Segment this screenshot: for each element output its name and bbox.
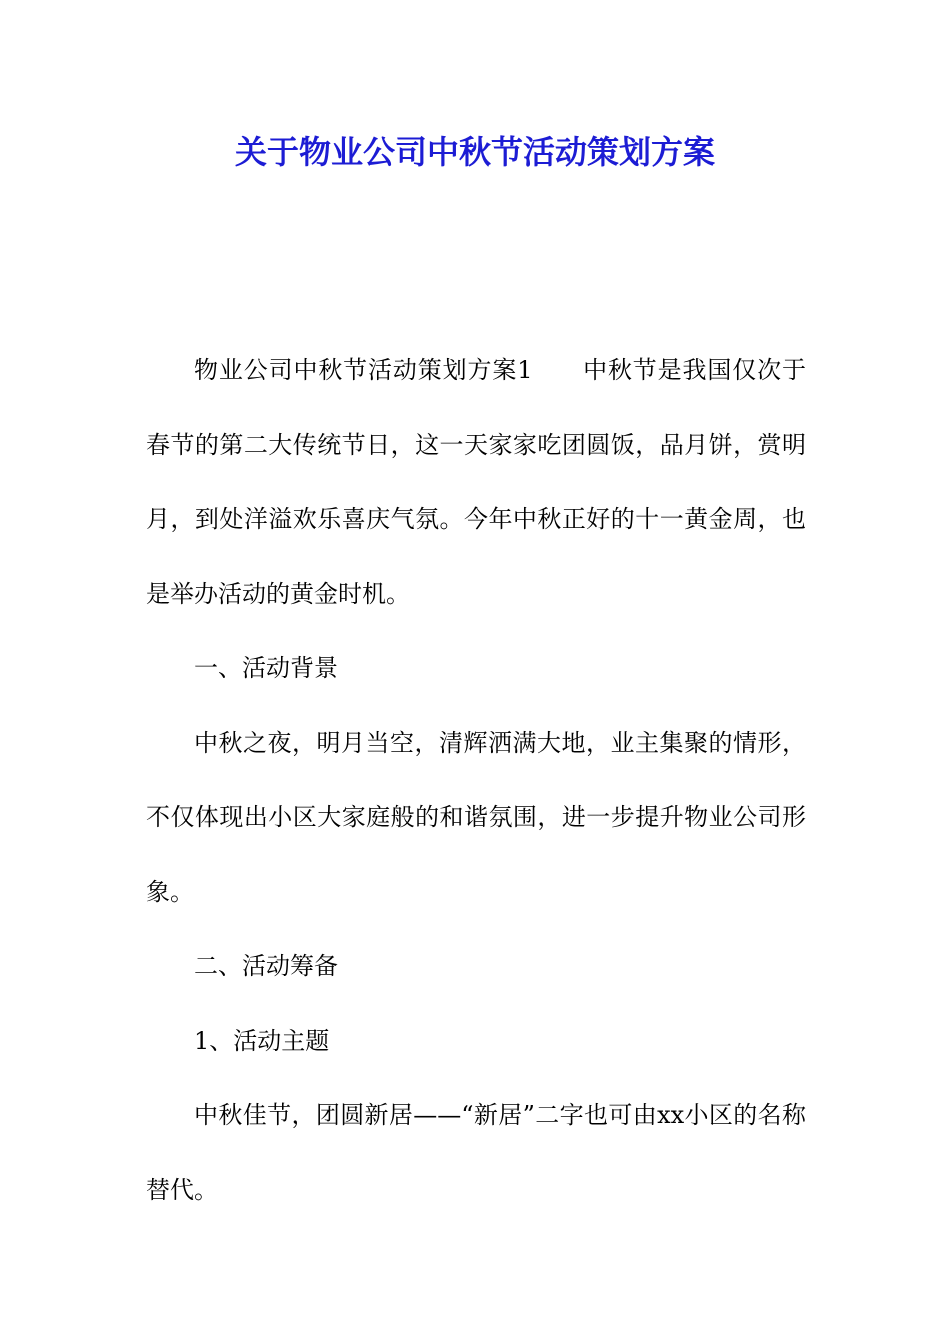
heading-activity-theme: 1、活动主题 — [194, 1026, 330, 1055]
document-title: 关于物业公司中秋节活动策划方案 — [234, 133, 715, 171]
heading-activity-preparation: 二、活动筹备 — [194, 952, 338, 980]
heading-activity-background: 一、活动背景 — [194, 654, 338, 682]
paragraph-theme: 中秋佳节，团圆新居——“新居”二字也可由xx小区的名称替代。 — [146, 1101, 806, 1204]
paragraph-intro: 物业公司中秋节活动策划方案1 中秋节是我国仅次于春节的第二大传统节日，这一天家家吃团圆饭，品月饼，赏明月，到处洋溢欢乐喜庆气氛。今年中秋正好的十一黄金周，也是举办活动的黄金时机。 — [146, 356, 806, 608]
document-body — [146, 333, 806, 1227]
paragraph-background: 中秋之夜，明月当空，清辉洒满大地，业主集聚的情形，不仅体现出小区大家庭般的和谐氛围，进一步提升物业公司形象。 — [146, 728, 806, 906]
